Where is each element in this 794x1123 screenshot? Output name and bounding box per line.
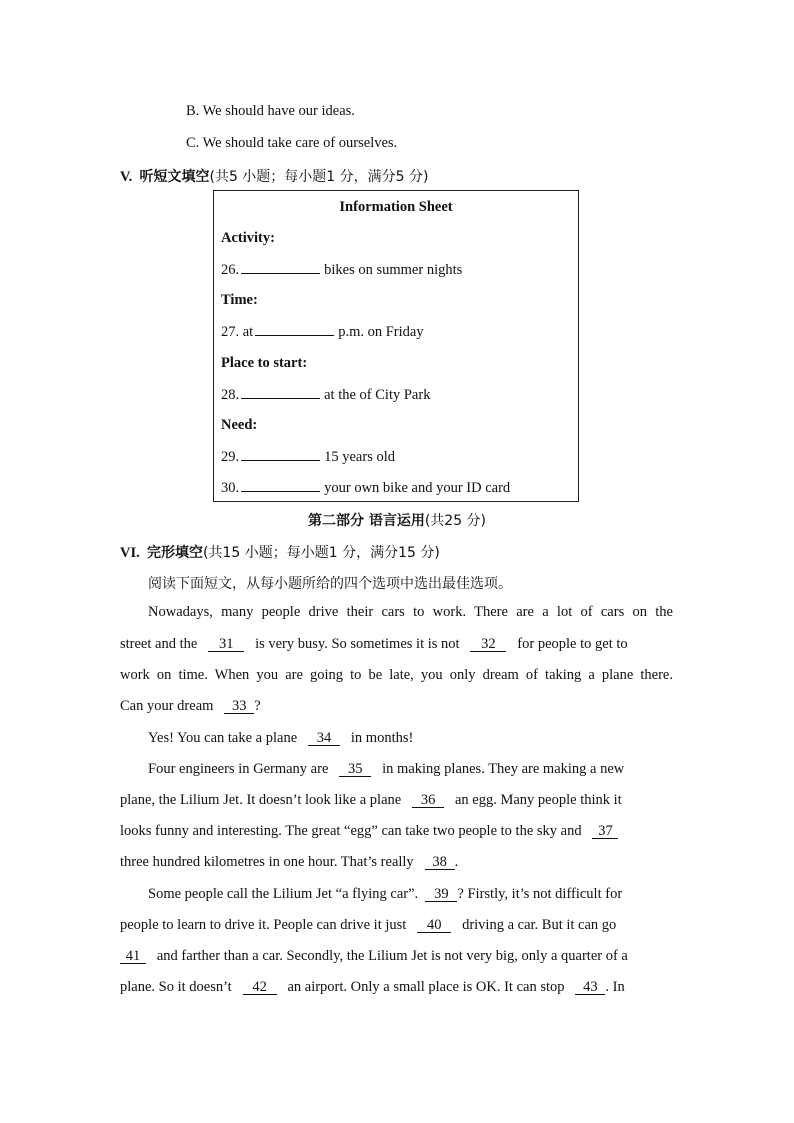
passage-text: .: [454, 854, 459, 870]
information-sheet: [213, 190, 579, 502]
passage-p3-line2: [120, 792, 622, 809]
question-30: [221, 479, 510, 497]
passage-p1-line4: [120, 698, 261, 715]
q26-number: 26.: [221, 262, 240, 278]
blank-38[interactable]: 38: [425, 855, 455, 870]
passage-text: work on time. When you are going to be late, you only dream of taking a plane there.: [120, 667, 673, 683]
passage-text: . In: [605, 979, 625, 995]
passage-text: ? Firstly, it’s not difficult for: [457, 886, 623, 902]
blank-31[interactable]: 31: [208, 637, 244, 652]
passage-text: in making planes. They are making a new: [382, 761, 625, 777]
section-5-title: 听短文填空: [139, 169, 210, 185]
section-6-title: 完形填空: [147, 545, 203, 561]
activity-label: Activity:: [221, 230, 275, 246]
q26-blank[interactable]: [241, 261, 320, 274]
passage-text: in months!: [350, 730, 414, 746]
q26-text: bikes on summer nights: [324, 262, 463, 278]
section-5-heading: [120, 166, 428, 186]
blank-43[interactable]: 43: [575, 980, 605, 995]
passage-text: is very busy. So sometimes it is not: [255, 636, 460, 652]
passage-text: Four engineers in Germany are: [148, 761, 329, 777]
question-26: [221, 261, 462, 279]
section-6-heading: [120, 542, 440, 562]
passage-text: an egg. Many people think it: [454, 792, 622, 808]
blank-40[interactable]: 40: [417, 918, 451, 933]
blank-42[interactable]: 42: [243, 980, 277, 995]
passage-text: an airport. Only a small place is OK. It can stop: [287, 979, 565, 995]
blank-37[interactable]: 37: [592, 824, 618, 839]
time-label: Time:: [221, 292, 258, 308]
blank-34[interactable]: 34: [308, 731, 340, 746]
blank-35[interactable]: 35: [339, 762, 371, 777]
passage-text: looks funny and interesting. The great “egg” can take two people to the sky and: [120, 823, 582, 839]
question-29: [221, 448, 395, 466]
passage-text: street and the: [120, 636, 198, 652]
passage-text: three hundred kilometres in one hour. That’s really: [120, 854, 414, 870]
passage-text: Can your dream: [120, 698, 214, 714]
passage-p4-line2: [120, 917, 616, 934]
q27-blank[interactable]: [255, 323, 334, 336]
section-6-instruction: 阅读下面短文，从每小题所给的四个选项中选出最佳选项。: [148, 576, 512, 592]
question-27: [221, 323, 424, 341]
passage-p1-line3: [120, 667, 673, 684]
passage-p4-line1: [148, 886, 622, 903]
q28-number: 28.: [221, 387, 240, 403]
need-label: Need:: [221, 417, 258, 433]
blank-33[interactable]: 33: [224, 699, 254, 714]
option-b: B. We should have our ideas.: [186, 103, 355, 119]
passage-text: Yes! You can take a plane: [148, 730, 298, 746]
passage-text: and farther than a car. Secondly, the Lilium Jet is not very big, only a quarter of a: [156, 948, 628, 964]
section-6-detail: (共15 小题；每小题1 分，满分15 分): [203, 545, 440, 561]
q30-number: 30.: [221, 480, 240, 496]
passage-text: plane, the Lilium Jet. It doesn’t look like a plane: [120, 792, 402, 808]
blank-39[interactable]: 39: [425, 887, 457, 902]
q29-text: 15 years old: [324, 449, 395, 465]
information-sheet-title: Information Sheet: [339, 199, 453, 215]
passage-p2: [148, 730, 413, 747]
passage-text: Some people call the Lilium Jet “a flying car”.: [148, 886, 419, 902]
q27-text: p.m. on Friday: [338, 324, 424, 340]
passage-p1-line2: [120, 636, 628, 653]
place-label: Place to start:: [221, 355, 308, 371]
passage-p3-line4: [120, 854, 458, 871]
q30-text: your own bike and your ID card: [324, 480, 511, 496]
passage-text: Nowadays, many people drive their cars to work. There are a lot of cars on the: [148, 604, 673, 620]
part-2-detail: (共25 分): [424, 513, 487, 529]
passage-p1-line1: [148, 604, 673, 621]
passage-text: people to learn to drive it. People can drive it just: [120, 917, 407, 933]
passage-p3-line1: [148, 761, 624, 778]
blank-36[interactable]: 36: [412, 793, 444, 808]
q28-text: at the of City Park: [324, 387, 431, 403]
section-5-detail: (共5 小题；每小题1 分，满分5 分): [209, 169, 429, 185]
q30-blank[interactable]: [241, 479, 320, 492]
passage-p4-line3: [120, 948, 628, 965]
passage-text: for people to get to: [517, 636, 628, 652]
q27-prefix: 27. at: [221, 324, 254, 340]
part-2-title: 第二部分 语言运用: [307, 513, 425, 529]
q28-blank[interactable]: [241, 386, 320, 399]
q29-blank[interactable]: [241, 448, 320, 461]
q29-number: 29.: [221, 449, 240, 465]
passage-text: plane. So it doesn’t: [120, 979, 232, 995]
passage-p4-line4: [120, 979, 625, 996]
section-5-number: V.: [120, 169, 133, 185]
passage-p3-line3: [120, 823, 618, 840]
question-28: [221, 386, 430, 404]
blank-41[interactable]: 41: [120, 949, 146, 964]
section-6-number: VI.: [120, 545, 140, 561]
part-2-heading: [0, 510, 794, 530]
passage-text: ?: [254, 698, 261, 714]
passage-text: driving a car. But it can go: [462, 917, 617, 933]
option-c: C. We should take care of ourselves.: [186, 135, 398, 151]
blank-32[interactable]: 32: [470, 637, 506, 652]
